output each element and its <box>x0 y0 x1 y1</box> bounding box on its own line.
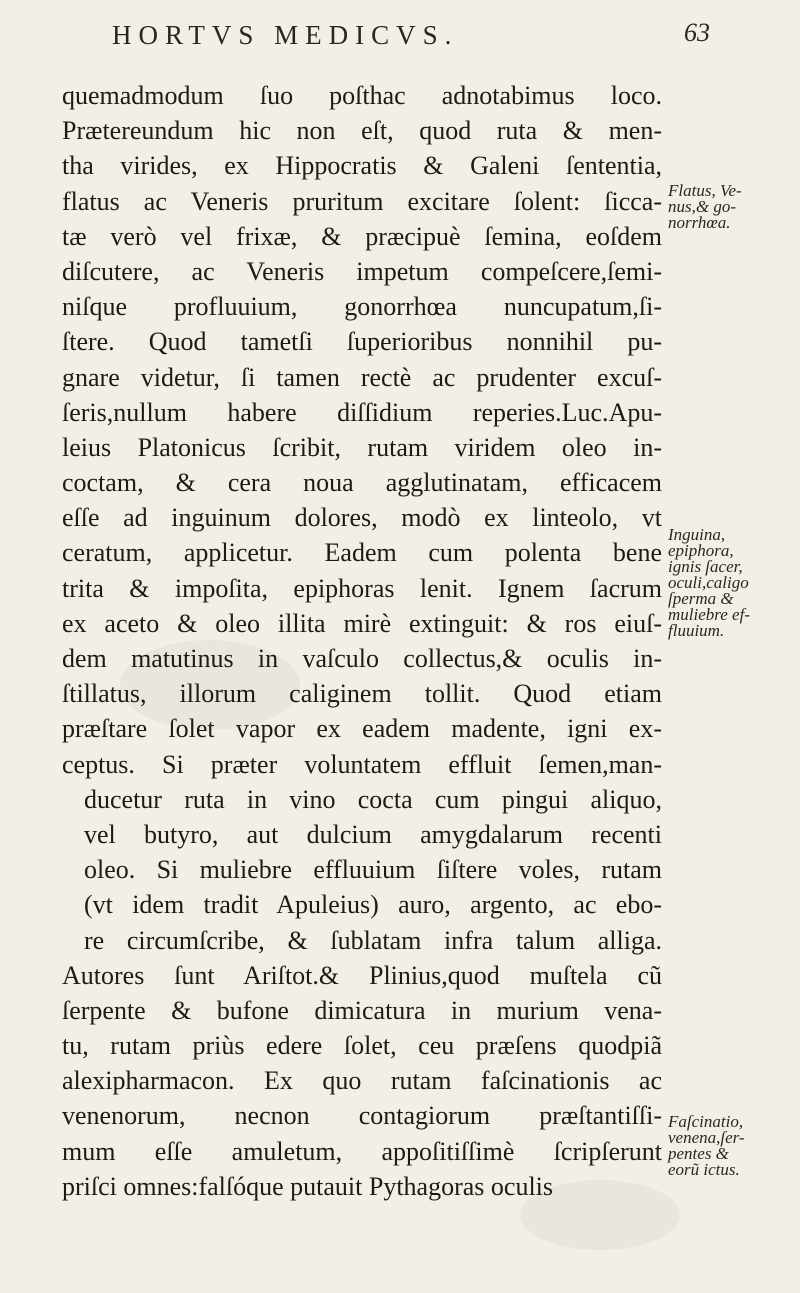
text-line: tæ verò vel frixæ, & præcipuè ſemina, eoſdem <box>62 221 662 251</box>
margin-note-inguina <box>668 527 796 639</box>
page-number: 63 <box>684 18 710 47</box>
text-line: tu, rutam priùs edere ſolet, ceu præſens quodpiã <box>62 1031 662 1061</box>
running-head: HORTVS MEDICVS. <box>112 20 459 50</box>
text-line: mum eſſe amuletum, appoſitiſſimè ſcripſerunt <box>62 1136 662 1166</box>
text-line: ſtillatus, illorum caliginem tollit. Quod etiam <box>62 679 662 709</box>
text-line: ex aceto & oleo illita mirè extinguit: & ros eiuſ- <box>62 608 662 638</box>
text-line: Autores ſunt Ariſtot.& Plinius,quod muſtela cũ <box>62 960 662 990</box>
text-line: eſſe ad inguinum dolores, modò ex linteolo, vt <box>62 503 662 533</box>
text-line: ſtere. Quod tametſi ſuperioribus nonnihil pu- <box>62 327 662 357</box>
page-header <box>90 18 710 58</box>
text-line: gnare videtur, ſi tamen rectè ac prudenter excuſ- <box>62 362 662 392</box>
text-line: ſerpente & bufone dimicatura in murium vena- <box>62 995 662 1025</box>
margin-note-line: venena,ſer- <box>668 1128 745 1147</box>
text-line: niſque profluuium, gonorrhœa nuncupatum,ſi- <box>62 292 662 322</box>
body-text <box>62 78 662 1204</box>
margin-note-line: fluuium. <box>668 621 725 640</box>
text-line: re circumſcribe, & ſublatam infra talum alliga. <box>84 925 662 955</box>
margin-note-flatus <box>668 183 796 231</box>
margin-note-line: Flatus, Ve- <box>668 181 742 200</box>
text-line: præſtare ſolet vapor ex eadem madente, igni ex- <box>62 714 662 744</box>
margin-note-line: Faſcinatio, <box>668 1112 744 1131</box>
text-line: vel butyro, aut dulcium amygdalarum recenti <box>84 819 662 849</box>
text-line: diſcutere, ac Veneris impetum compeſcere,ſemi- <box>62 256 662 286</box>
text-line: trita & impoſita, epiphoras lenit. Ignem ſacrum <box>62 573 662 603</box>
margin-note-line: nus,& go- <box>668 197 736 216</box>
margin-note-line: eorũ ictus. <box>668 1160 740 1179</box>
text-line: oleo. Si muliebre effluuium ſiſtere voles, rutam <box>84 855 662 885</box>
text-line: priſci omnes:falſóque putauit Pythagoras oculis <box>62 1171 554 1201</box>
text-line: ſeris,nullum habere diſſidium reperies.Luc.Apu- <box>62 397 662 427</box>
text-line: ceptus. Si præter voluntatem effluit ſemen,man- <box>62 749 662 779</box>
margin-note-line: epiphora, <box>668 541 734 560</box>
margin-note-line: ſperma & <box>668 589 734 608</box>
text-line: leius Platonicus ſcribit, rutam viridem oleo in- <box>62 432 662 462</box>
text-line: dem matutinus in vaſculo collectus,& oculis in- <box>62 644 662 673</box>
text-line: flatus ac Veneris pruritum excitare ſolent: ſicca- <box>62 186 662 216</box>
margin-note-line: ignis ſacer, <box>668 557 743 576</box>
margin-note-line: muliebre ef- <box>668 605 750 624</box>
text-line: (vt idem tradit Apuleius) auro, argento, ac ebo- <box>84 890 662 920</box>
text-line: tha virides, ex Hippocratis & Galeni ſententia, <box>62 151 662 181</box>
text-line: Prætereundum hic non eſt, quod ruta & men- <box>62 116 662 146</box>
text-line: ducetur ruta in vino cocta cum pingui aliquo, <box>84 784 662 814</box>
margin-note-line: oculi,caligo <box>668 573 749 592</box>
text-line: quemadmodum ſuo poſthac adnotabimus loco. <box>62 81 662 110</box>
margin-note-line: pentes & <box>668 1144 729 1163</box>
margin-note-line: Inguina, <box>668 525 726 544</box>
margin-note-fascinatio <box>668 1114 796 1178</box>
text-line: venenorum, necnon contagiorum præſtantiſſi- <box>62 1101 662 1131</box>
text-line: ceratum, applicetur. Eadem cum polenta bene <box>62 538 662 568</box>
text-line: coctam, & cera noua agglutinatam, efficacem <box>62 468 662 498</box>
margin-note-line: norrhœa. <box>668 213 731 232</box>
text-line: alexipharmacon. Ex quo rutam faſcinationis ac <box>62 1066 662 1096</box>
